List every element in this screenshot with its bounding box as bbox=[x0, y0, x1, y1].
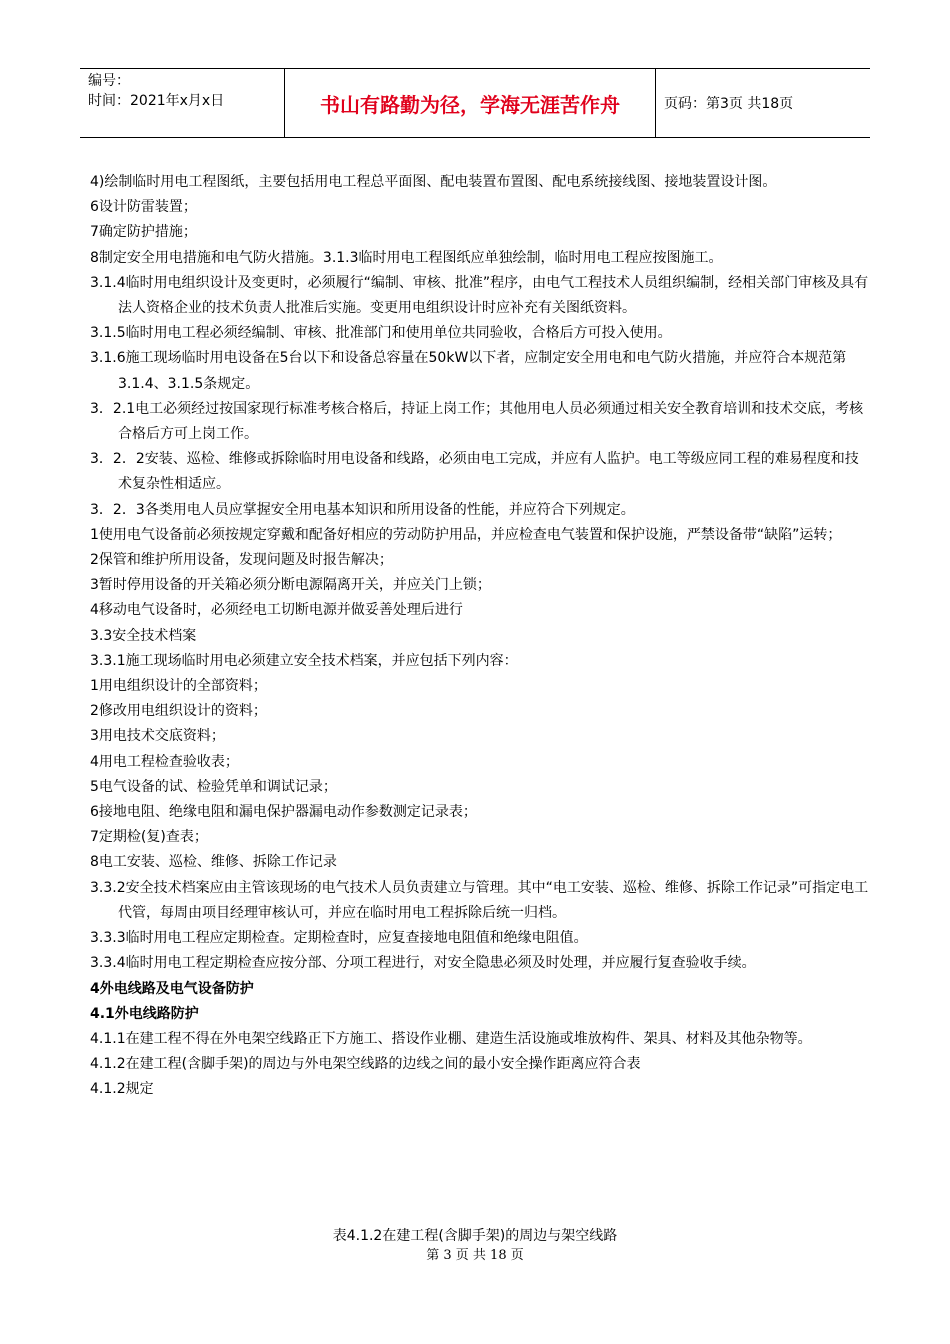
section-heading: 4外电线路及电气设备防护 bbox=[90, 980, 254, 997]
header-meta bbox=[80, 69, 284, 137]
paragraph: 7定期检(复)查表； bbox=[90, 829, 208, 846]
paragraph: 3暂时停用设备的开关箱必须分断电源隔离开关，并应关门上锁； bbox=[90, 577, 491, 594]
page-footer: 第 3 页 共 18 页 bbox=[426, 1248, 524, 1263]
paragraph: 2修改用电组织设计的资料； bbox=[90, 703, 267, 720]
paragraph: 4移动电气设备时，必须经电工切断电源并做妥善处理后进行 bbox=[90, 602, 463, 619]
paragraph: 8制定安全用电措施和电气防火措施。3.1.3临时用电工程图纸应单独绘制，临时用电工程应按图施工。 bbox=[90, 249, 723, 266]
paragraph: 4.1.1在建工程不得在外电架空线路正下方施工、搭设作业棚、建造生活设施或堆放构件、架具、材料及其他杂物等。 bbox=[90, 1030, 812, 1047]
header-motto: 书山有路勤为径，学海无涯苦作舟 bbox=[284, 69, 656, 137]
paragraph: 3用电技术交底资料； bbox=[90, 728, 225, 745]
paragraph: 7确定防护措施； bbox=[90, 224, 197, 241]
paragraph: 4.1.2规定 bbox=[90, 1081, 154, 1098]
paragraph: 4)绘制临时用电工程图纸，主要包括用电工程总平面图、配电装置布置图、配电系统接线图、接地装置设计图。 bbox=[90, 174, 777, 190]
header-page-info: 页码：第3页 共18页 bbox=[664, 96, 794, 112]
paragraph: 1用电组织设计的全部资料； bbox=[90, 678, 267, 695]
paragraph: 6接地电阻、绝缘电阻和漏电保护器漏电动作参数测定记录表； bbox=[90, 804, 477, 821]
paragraph: 3．2．2安装、巡检、维修或拆除临时用电设备和线路，必须由电工完成，并应有人监护。电工等级应同工程的难易程度和技术复杂性相适应。 bbox=[90, 451, 859, 493]
paragraph: 3.3安全技术档案 bbox=[90, 627, 197, 644]
table-caption: 表4.1.2在建工程(含脚手架)的周边与架空线路 bbox=[332, 1228, 618, 1244]
paragraph: 3.3.3临时用电工程应定期检查。定期检查时，应复查接地电阻值和绝缘电阻值。 bbox=[90, 930, 588, 947]
paragraph: 4.1.2在建工程(含脚手架)的周边与外电架空线路的边线之间的最小安全操作距离应符合表 bbox=[90, 1056, 641, 1073]
date-label: 时间：2021年x月x日 bbox=[88, 93, 225, 109]
paragraph: 3.1.5临时用电工程必须经编制、审核、批准部门和使用单位共同验收，合格后方可投入使用。 bbox=[90, 325, 672, 342]
page-header bbox=[80, 68, 870, 138]
paragraph: 3.1.4临时用电组织设计及变更时，必须履行“编制、审核、批准”程序，由电气工程技术人员组织编制，经相关部门审核及具有法人资格企业的技术负责人批准后实施。变更用电组织设计时应补充有关图纸资料。 bbox=[90, 274, 869, 317]
section-heading: 4.1外电线路防护 bbox=[90, 1005, 199, 1022]
paragraph: 3.1.6施工现场临时用电设备在5台以下和设备总容量在50kW以下者，应制定安全用电和电气防火措施，并应符合本规范第3.1.4、3.1.5条规定。 bbox=[90, 350, 847, 392]
paragraph: 1使用电气设备前必须按规定穿戴和配备好相应的劳动防护用品，并应检查电气装置和保护设施，严禁设备带“缺陷”运转； bbox=[90, 526, 842, 543]
paragraph: 8电工安装、巡检、维修、拆除工作记录 bbox=[90, 854, 337, 871]
paragraph: 3．2．3各类用电人员应掌握安全用电基本知识和所用设备的性能，并应符合下列规定。 bbox=[90, 501, 635, 518]
paragraph: 6设计防雷装置； bbox=[90, 199, 197, 216]
paragraph: 5电气设备的试、检验凭单和调试记录； bbox=[90, 778, 337, 795]
paragraph: 4用电工程检查验收表； bbox=[90, 753, 239, 770]
paragraph: 3.3.1施工现场临时用电必须建立安全技术档案，并应包括下列内容： bbox=[90, 652, 518, 669]
serial-number-label: 编号： bbox=[88, 73, 130, 89]
paragraph: 2保管和维护所用设备，发现问题及时报告解决； bbox=[90, 552, 393, 569]
paragraph: 3.3.2安全技术档案应由主管该现场的电气技术人员负责建立与管理。其中“电工安装、巡检、维修、拆除工作记录”可指定电工代管，每周由项目经理审核认可，并应在临时用电工程拆除后统一归档。 bbox=[90, 879, 869, 921]
paragraph: 3.3.4临时用电工程定期检查应按分部、分项工程进行，对安全隐患必须及时处理，并应履行复查验收手续。 bbox=[90, 955, 756, 972]
document-body bbox=[90, 170, 870, 1103]
paragraph: 3．2.1电工必须经过按国家现行标准考核合格后，持证上岗工作；其他用电人员必须通过相关安全教育培训和技术交底，考核合格后方可上岗工作。 bbox=[90, 400, 864, 443]
